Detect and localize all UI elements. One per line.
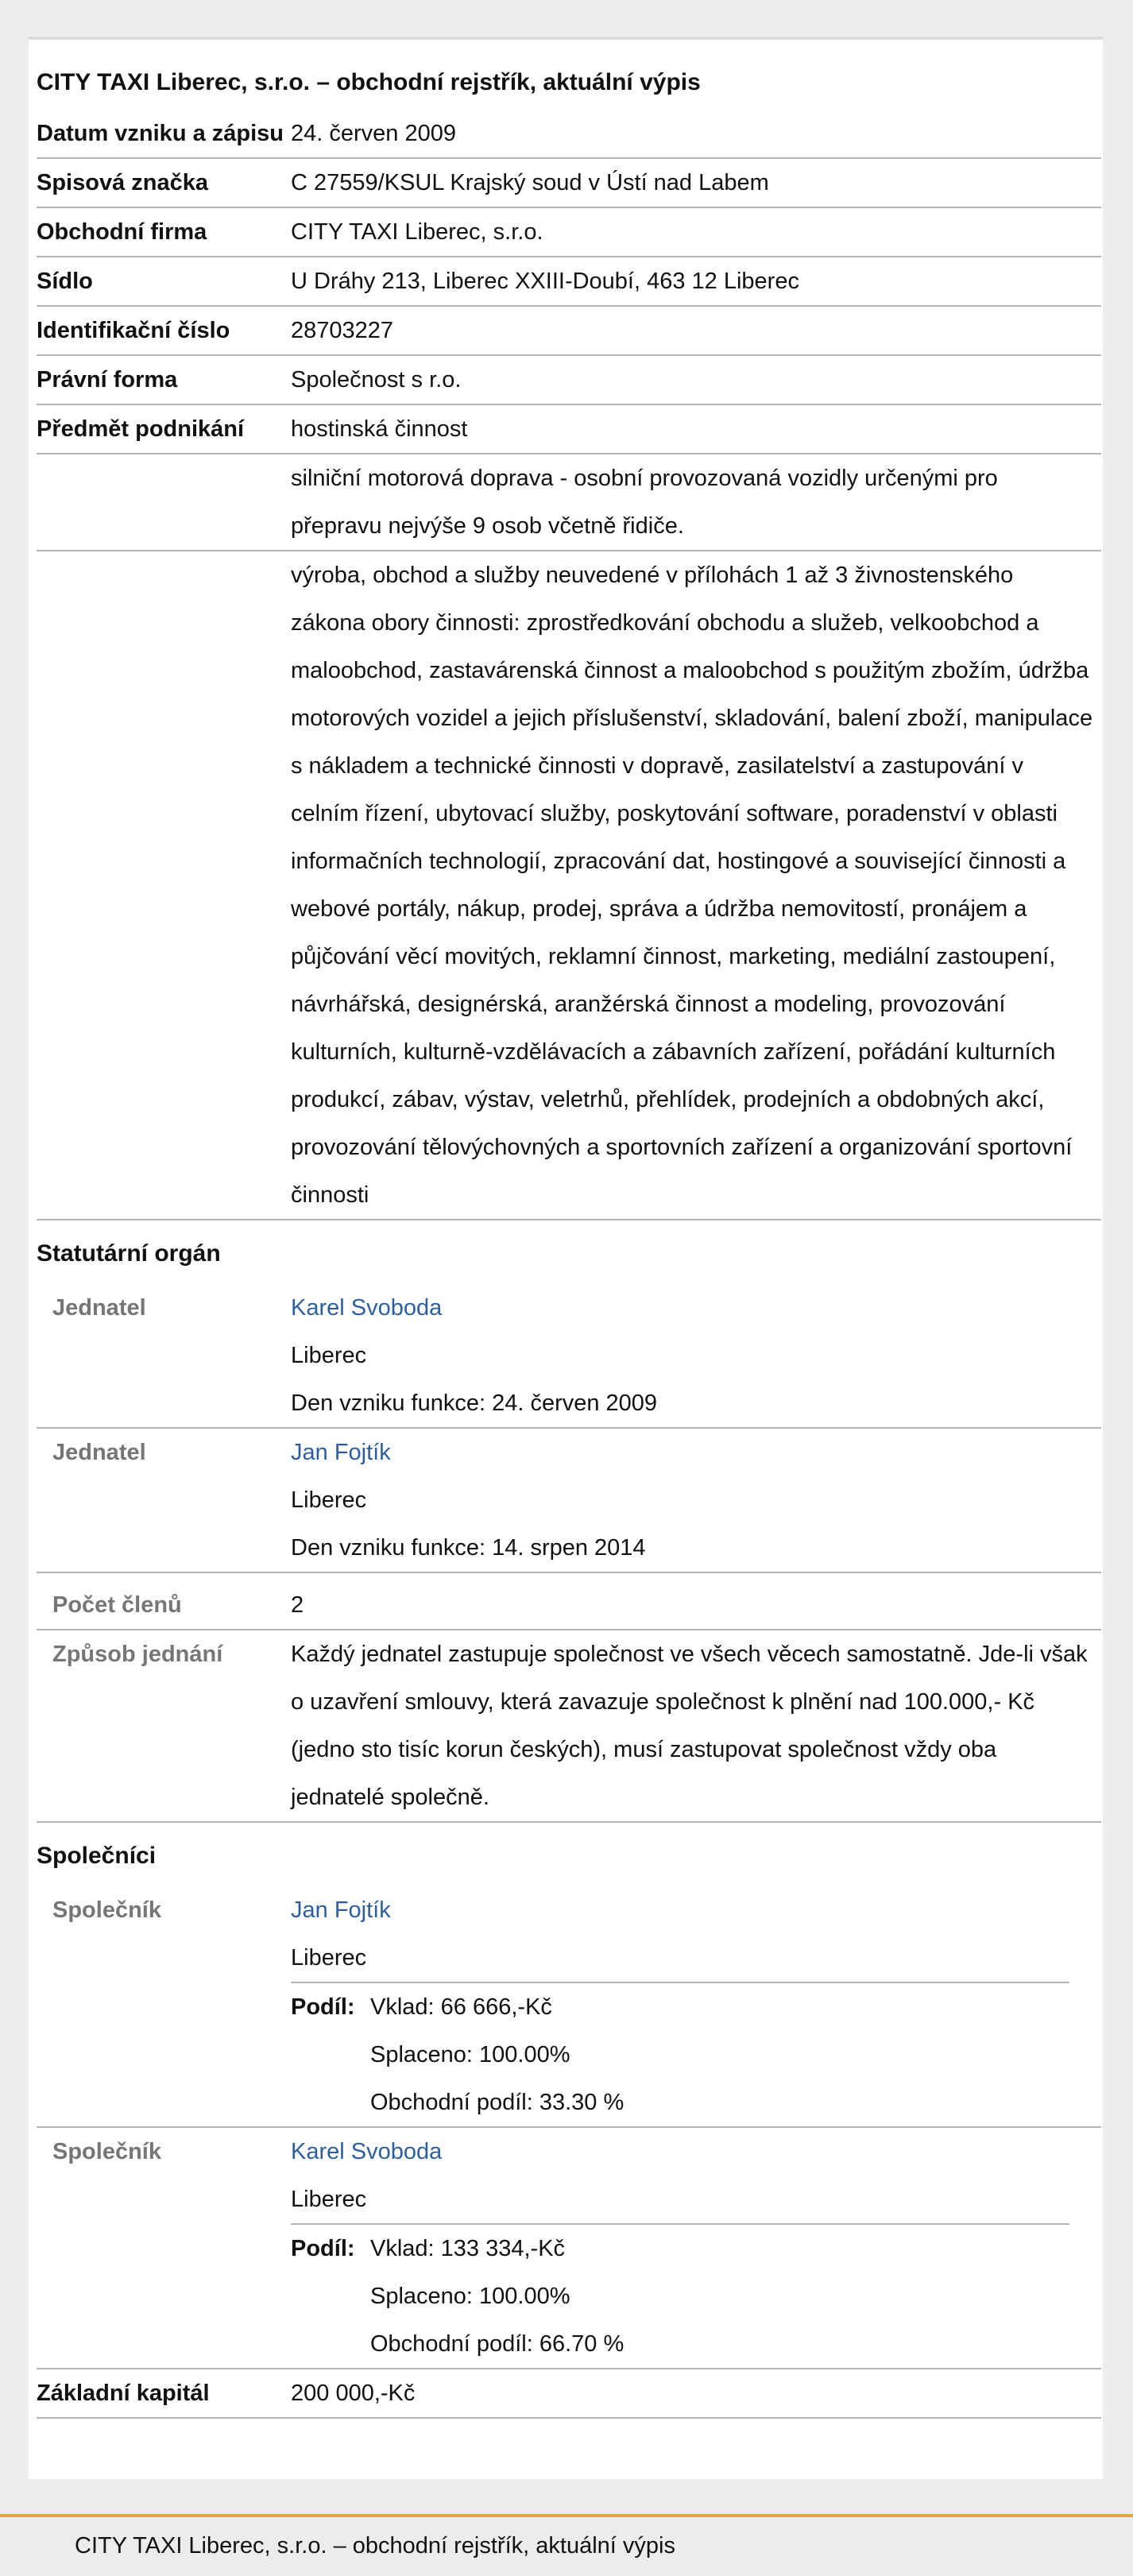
obchodni-podil-value: Obchodní podíl: 66.70 % bbox=[370, 2331, 625, 2357]
pocet-label: Počet členů bbox=[52, 1592, 182, 1618]
spolecnik-role: Společník bbox=[52, 1897, 161, 1923]
podil-block bbox=[291, 1982, 1069, 2126]
kapital-label: Základní kapitál bbox=[37, 2381, 210, 2406]
row-obchodni-firma bbox=[37, 208, 1101, 257]
section-spolecnici: Společníci bbox=[37, 1843, 157, 1869]
zpusob-value: Každý jednatel zastupuje společnost ve všech věcech samostatně. Jde-li však o uzavření smlouvy, která zavazuje společnost k plnění nad 100.000,- Kč (jedno sto tisíc korun českých), musí zastupovat společnost vždy oba jednatelé společně. bbox=[291, 1642, 1088, 1810]
datum-value: 24. červen 2009 bbox=[291, 121, 456, 146]
spolecnik-role: Společník bbox=[52, 2139, 161, 2164]
sidlo-value: U Dráhy 213, Liberec XXIII-Doubí, 463 12 Liberec bbox=[291, 269, 799, 294]
row-predmet-3 bbox=[37, 551, 1101, 1220]
predmet-item: výroba, obchod a služby neuvedené v přílohách 1 až 3 živnostenského zákona obory činnosti: zprostředkování obchodu a služeb, velkoobchod a maloobchod, zastavárenská činnost a maloobchod s použitým zbožím, údržba motorových vozidel a jejich příslušenství, skladování, balení zboží, manipulace s nákladem a technické činnosti v dopravě, zasilatelství a zastupování v celním řízení, ubytovací služby, poskytování software, poradenství v oblasti informačních technologií, zpracování dat, hostingové a související činnosti a webové portály, nákup, prodej, správa a údržba nemovitostí, pronájem a půjčování věcí movitých, reklamní činnost, marketing, mediální zastoupení, návrhářská, designérská, aranžérská činnost a modeling, provozování kulturních, kulturně-vzdělávacích a zábavních zařízení, pořádání kulturních produkcí, zábav, výstav, veletrhů, přehlídek, prodejních a obdobných akcí, provozování tělovýchovných a sportovních zařízení a organizování sportovní činnosti bbox=[291, 563, 1093, 1208]
datum-label: Datum vzniku a zápisu bbox=[37, 121, 284, 146]
pocet-value: 2 bbox=[291, 1592, 304, 1618]
ico-label: Identifikační číslo bbox=[37, 318, 230, 343]
firma-value: CITY TAXI Liberec, s.r.o. bbox=[291, 219, 543, 245]
splaceno-value: Splaceno: 100.00% bbox=[370, 2042, 570, 2067]
spolecnik-name-link[interactable]: Jan Fojtík bbox=[291, 1897, 391, 1923]
member-role: Jednatel bbox=[52, 1440, 146, 1465]
podil-label: Podíl: bbox=[291, 2236, 355, 2261]
firma-label: Obchodní firma bbox=[37, 219, 207, 245]
row-sidlo bbox=[37, 257, 1101, 307]
row-zakladni-kapital bbox=[37, 2369, 1101, 2419]
page-title: CITY TAXI Liberec, s.r.o. – obchodní rejstřík, aktuální výpis bbox=[37, 69, 701, 95]
spolecnik-row bbox=[37, 2128, 1101, 2369]
member-since: Den vzniku funkce: 24. červen 2009 bbox=[291, 1390, 658, 1416]
ico-value: 28703227 bbox=[291, 318, 394, 343]
podil-block bbox=[291, 2223, 1069, 2368]
forma-label: Právní forma bbox=[37, 367, 178, 393]
main-card bbox=[29, 40, 1103, 2479]
member-name-link[interactable]: Karel Svoboda bbox=[291, 1295, 443, 1321]
vklad-value: Vklad: 133 334,-Kč bbox=[370, 2236, 566, 2261]
sidlo-label: Sídlo bbox=[37, 269, 93, 294]
vklad-value: Vklad: 66 666,-Kč bbox=[370, 1994, 552, 2020]
footer bbox=[0, 2514, 1133, 2576]
member-name-link[interactable]: Jan Fojtík bbox=[291, 1440, 391, 1465]
member-row bbox=[37, 1284, 1101, 1429]
row-pravni-forma bbox=[37, 356, 1101, 405]
row-spisova-znacka bbox=[37, 159, 1101, 208]
predmet-item: hostinská činnost bbox=[291, 416, 468, 442]
member-row bbox=[37, 1429, 1101, 1573]
spis-label: Spisová značka bbox=[37, 170, 208, 195]
podil-label: Podíl: bbox=[291, 1994, 355, 2020]
spis-value: C 27559/KSUL Krajský soud v Ústí nad Labem bbox=[291, 170, 769, 195]
spolecnik-city: Liberec bbox=[291, 1945, 367, 1971]
obchodni-podil-value: Obchodní podíl: 33.30 % bbox=[370, 2090, 625, 2115]
member-city: Liberec bbox=[291, 1487, 367, 1513]
row-datum-vzniku bbox=[37, 110, 1101, 159]
spolecnik-row bbox=[37, 1886, 1101, 2128]
forma-value: Společnost s r.o. bbox=[291, 367, 462, 393]
spolecnik-name-link[interactable]: Karel Svoboda bbox=[291, 2139, 443, 2164]
member-since: Den vzniku funkce: 14. srpen 2014 bbox=[291, 1535, 646, 1561]
spolecnik-city: Liberec bbox=[291, 2187, 367, 2212]
zpusob-label: Způsob jednání bbox=[52, 1642, 223, 1667]
row-ico bbox=[37, 307, 1101, 356]
predmet-label: Předmět podnikání bbox=[37, 416, 245, 442]
content bbox=[37, 68, 1101, 2419]
row-pocet-clenu bbox=[37, 1581, 1101, 1630]
predmet-item: silniční motorová doprava - osobní provozovaná vozidly určenými pro přepravu nejvýše 9 osob včetně řidiče. bbox=[291, 466, 998, 539]
row-predmet-2 bbox=[37, 454, 1101, 551]
section-statutarni-organ: Statutární orgán bbox=[37, 1240, 221, 1267]
row-zpusob-jednani bbox=[37, 1630, 1101, 1823]
splaceno-value: Splaceno: 100.00% bbox=[370, 2284, 570, 2309]
row-predmet-1 bbox=[37, 405, 1101, 454]
member-city: Liberec bbox=[291, 1343, 367, 1368]
kapital-value: 200 000,-Kč bbox=[291, 2381, 416, 2406]
member-role: Jednatel bbox=[52, 1295, 146, 1321]
footer-title: CITY TAXI Liberec, s.r.o. – obchodní rejstřík, aktuální výpis bbox=[75, 2533, 675, 2559]
